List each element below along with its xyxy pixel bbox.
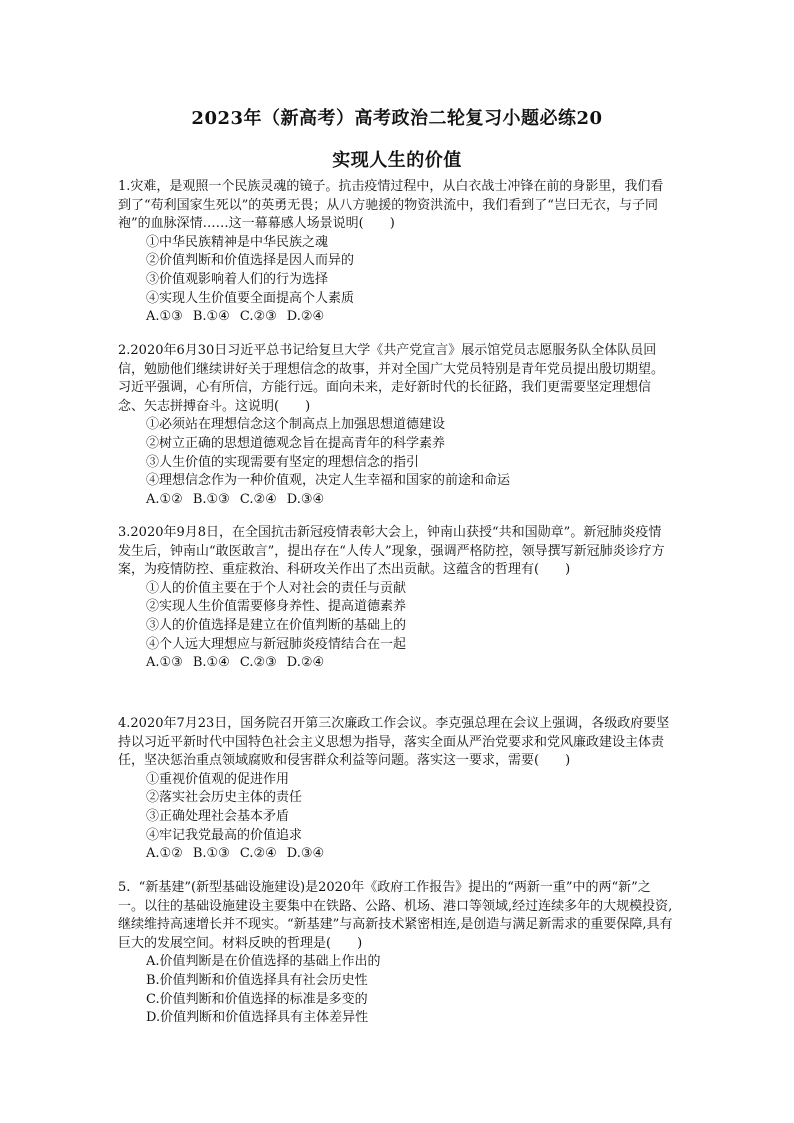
question-number: 3.	[118, 525, 131, 540]
question-stem: 4.2020年7月23日，国务院召开第三次廉政工作会议。李克强总理在会议上强调，各级政府要坚持以习近平新时代中国特色社会主义思想为指导，落实全面从严治党要求和党风廉政建设主体责任，坚决惩治重点领域腐败和侵害群众利益等问题。落实这一要求，需要( )	[118, 716, 670, 769]
option-1: ①人的价值主要在于个人对社会的责任与贡献	[146, 580, 407, 596]
question-stem: 2.2020年6月30日习近平总书记给复旦大学《共产党宣言》展示馆党员志愿服务队全体队员回信，勉励他们继续讲好关于理想信念的故事，并对全国广大党员特别是青年党员提出殷切期望。习近平强调，心有所信，方能行远。面向未来，走好新时代的长征路，我们更需要坚定理想信念、矢志拼搏奋斗。这说明( )	[118, 343, 665, 414]
question-stem: 1.灾难，是观照一个民族灵魂的镜子。抗击疫情过程中，从白衣战士冲锋在前的身影里，我们看到了“苟利国家生死以”的英勇无畏；从八方驰援的物资洪流中，我们看到了“岂曰无衣，与子同袍”的血脉深情……这一幕幕感人场景说明( )	[118, 179, 664, 232]
option-3: ③人生价值的实现需要有坚定的理想信念的指引	[146, 454, 420, 470]
option-3: ③正确处理社会基本矛盾	[146, 808, 290, 824]
option-4: ④理想信念作为一种价值观，决定人生幸福和国家的前途和命运	[146, 473, 511, 489]
option-b: B.价值判断和价值选择具有社会历史性	[146, 972, 368, 988]
document-title: 2023年（新高考）高考政治二轮复习小题必练20	[191, 108, 603, 129]
question-3	[118, 524, 674, 673]
answer-b: B.①③	[192, 491, 230, 507]
option-4: ④个人远大理想应与新冠肺炎疫情结合在一起	[146, 636, 407, 652]
option-2: ②树立正确的思想道德观念旨在提高青年的科学素养	[146, 435, 446, 451]
option-2: ②落实社会历史主体的责任	[146, 790, 303, 806]
option-1: ①中华民族精神是中华民族之魂	[146, 234, 329, 250]
question-stem: 5. “新基建”(新型基础设施建设)是2020年《政府工作报告》提出的“两新一重”中的两“新”之一。以往的基础设施建设主要集中在铁路、公路、机场、港口等领域,经过连续多年的大规模投资,继续维持高速增长并不现实。“新基建”与高新技术紧密相连,是创造与满足新需求的重要保障,具有巨大的发展空间。材料反映的哲理是( )	[118, 880, 673, 951]
question-number: 1.	[118, 179, 131, 194]
answer-d: D.③④	[286, 491, 325, 507]
option-c: C.价值判断和价值选择的标准是多变的	[146, 991, 368, 1007]
option-3: ③价值观影响着人们的行为选择	[146, 271, 329, 287]
question-5	[118, 879, 674, 1028]
option-a: A.价值判断是在价值选择的基础上作出的	[146, 954, 381, 970]
answer-b: B.①③	[192, 846, 230, 862]
answer-d: D.②④	[286, 655, 325, 671]
question-number: 4.	[118, 716, 131, 731]
question-1	[118, 178, 674, 327]
answer-choices	[146, 845, 674, 864]
option-1: ①重视价值观的促进作用	[146, 771, 290, 787]
answer-choices	[146, 308, 674, 327]
question-4	[118, 715, 674, 864]
answer-c: C.②④	[239, 491, 277, 507]
answer-a: A.①③	[146, 655, 183, 671]
answer-a: A.①③	[146, 309, 183, 325]
question-number: 2.	[118, 343, 131, 358]
question-stem: 3.2020年9月8日，在全国抗击新冠疫情表彰大会上，钟南山获授“共和国勋章”。新冠肺炎疫情发生后，钟南山“敢医敢言”，提出存在“人传人”现象，强调严格防控，领导撰写新冠肺炎诊疗方案，为疫情防控、重症救治、科研攻关作出了杰出贡献。这蕴含的哲理有( )	[118, 525, 665, 578]
answer-a: A.①②	[146, 846, 183, 862]
option-4: ④实现人生价值要全面提高个人素质	[146, 290, 355, 306]
answer-d: D.③④	[286, 846, 325, 862]
option-4: ④牢记我党最高的价值追求	[146, 827, 303, 843]
answer-c: C.②③	[239, 655, 277, 671]
option-2: ②实现人生价值需要修身养性、提高道德素养	[146, 599, 407, 615]
question-number: 5.	[118, 880, 131, 895]
option-1: ①必须站在理想信念这个制高点上加强思想道德建设	[146, 417, 446, 433]
answer-a: A.①②	[146, 491, 183, 507]
option-3: ③人的价值选择是建立在价值判断的基础上的	[146, 617, 407, 633]
question-2	[118, 342, 674, 509]
document-subtitle: 实现人生的价值	[332, 150, 462, 171]
answer-b: B.①④	[192, 655, 230, 671]
option-2: ②价值判断和价值选择是因人而异的	[146, 253, 355, 269]
answer-c: C.②④	[239, 846, 277, 862]
option-d: D.价值判断和价值选择具有主体差异性	[146, 1010, 369, 1026]
answer-c: C.②③	[239, 309, 277, 325]
answer-choices	[146, 654, 674, 673]
answer-choices	[146, 491, 674, 510]
answer-b: B.①④	[192, 309, 230, 325]
answer-d: D.②④	[286, 309, 325, 325]
